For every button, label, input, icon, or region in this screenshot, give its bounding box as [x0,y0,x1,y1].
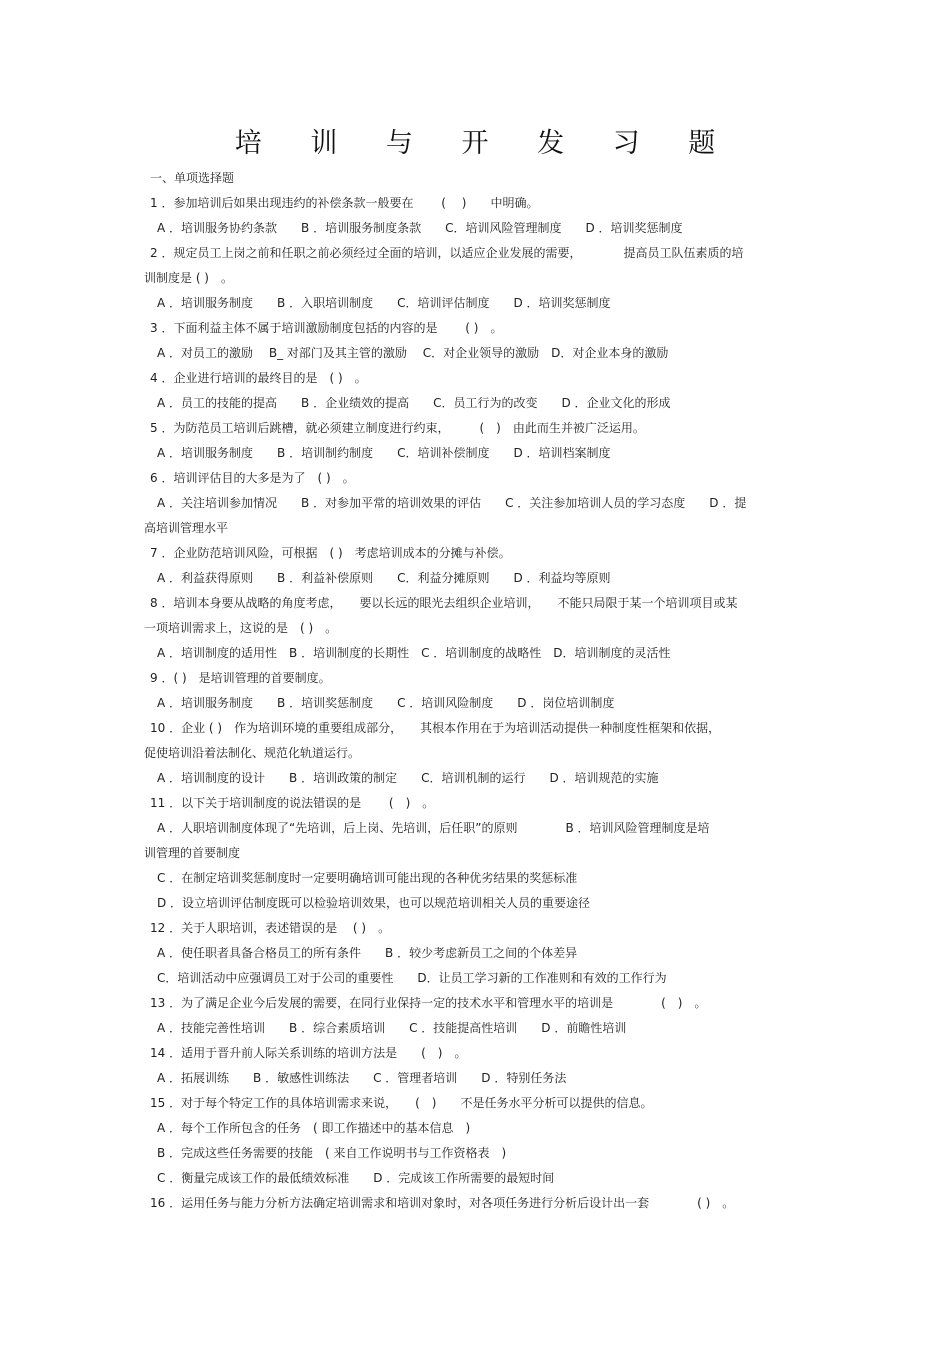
question-line: 11 ．以下关于培训制度的说法错误的是 ( ) 。 [150,796,435,810]
options-line: A ．关注培训参加情况 B ．对参加平常的培训效果的评估 C ．关注参加培训人员的学习态度 D ．提 [157,496,747,510]
question-line: 6 ．培训评估目的大多是为了 ( ) 。 [150,471,355,485]
question-line: 促使培训沿着法制化、规范化轨道运行。 [144,746,361,760]
options-line: A ．利益获得原则 B ．利益补偿原则 C．利益分摊原则 D ．利益均等原则 [157,571,611,585]
options-line: A ．使任职者具备合格员工的所有条件 B ．较少考虑新员工之间的个体差异 [157,946,578,960]
options-line: A ．培训制度的设计 B ．培训政策的制定 C．培训机制的运行 D ．培训规范的实施 [157,771,659,785]
options-line: D ．设立培训评估制度既可以检验培训效果，也可以规范培训相关人员的重要途径 [157,896,591,910]
question-line: 1 ．参加培训后如果出现违约的补偿条款一般要在 ( ) 中明确。 [150,196,539,210]
options-line: A ．技能完善性培训 B ．综合素质培训 C ．技能提高性培训 D ．前瞻性培训 [157,1021,627,1035]
options-line: C ．衡量完成该工作的最低绩效标准 D ．完成该工作所需要的最短时间 [157,1171,555,1185]
options-line: 训管理的首要制度 [144,846,241,860]
options-line: A ．培训服务协约条款 B ．培训服务制度条款 C．培训风险管理制度 D ．培训奖惩制度 [157,221,683,235]
question-line: 训制度是 ( ) 。 [144,271,233,285]
question-line: 7 ．企业防范培训风险，可根据 ( ) 考虑培训成本的分摊与补偿。 [150,546,511,560]
options-line: A ．每个工作所包含的任务 ( 即工作描述中的基本信息 ) [157,1121,471,1135]
question-line: 5 ．为防范员工培训后跳槽，就必须建立制度进行约束， ( ) 由此而生并被广泛运用。 [150,421,645,435]
options-line: C．培训活动中应强调员工对于公司的重要性 D．让员工学习新的工作准则和有效的工作行为 [157,971,667,985]
options-line: A ．拓展训练 B ．敏感性训练法 C ．管理者培训 D ．特别任务法 [157,1071,567,1085]
section-heading: 一、单项选择题 [150,171,235,185]
options-line: 高培训管理水平 [144,521,229,535]
question-line: 12 ．关于人职培训，表述错误的是 ( ) 。 [150,921,391,935]
question-line: 8 ．培训本身要从战略的角度考虑， 要以长远的眼光去组织企业培训， 不能只局限于某一个培训项目或某 [150,596,738,610]
options-line: A ．员工的技能的提高 B ．企业绩效的提高 C．员工行为的改变 D ．企业文化的形成 [157,396,671,410]
options-line: A ．对员工的激励 B_ 对部门及其主管的激励 C．对企业领导的激励 D．对企业本身的激励 [157,346,669,360]
options-line: B ．完成这些任务需要的技能 ( 来自工作说明书与工作资格表 ) [157,1146,507,1160]
question-line: 10 ．企业 ( ) 作为培训环境的重要组成部分， 其根本作用在于为培训活动提供一种制度性框架和依据， [150,721,721,735]
question-line: 一项培训需求上，这说的是 ( ) 。 [144,621,338,635]
options-line: A ．培训服务制度 B ．培训制约制度 C．培训补偿制度 D ．培训档案制度 [157,446,611,460]
question-line: 15 ．对于每个特定工作的具体培训需求来说， ( ) 不是任务水平分析可以提供的信息。 [150,1096,653,1110]
question-line: 2 ．规定员工上岗之前和任职之前必须经过全面的培训，以适应企业发展的需要， 提高员工队伍素质的培 [150,246,744,260]
question-line: 16 ．运用任务与能力分析方法确定培训需求和培训对象时，对各项任务进行分析后设计出一套 ( ) 。 [150,1196,735,1210]
options-line: A ．培训服务制度 B ．入职培训制度 C．培训评估制度 D ．培训奖惩制度 [157,296,611,310]
page-title: 培 训 与 开 发 习 题 [234,128,736,159]
options-line: A ．人职培训制度体现了“先培训，后上岗、先培训，后任职”的原则 B ．培训风险管理制度是培 [157,821,710,835]
question-line: 13 ．为了满足企业今后发展的需要，在同行业保持一定的技术水平和管理水平的培训是 ( ) 。 [150,996,707,1010]
question-line: 3 ．下面利益主体不属于培训激励制度包括的内容的是 ( ) 。 [150,321,503,335]
question-line: 9 ．( ) 是培训管理的首要制度。 [150,671,331,685]
options-line: A ．培训制度的适用性 B ．培训制度的长期性 C ．培训制度的战略性 D．培训制度的灵活性 [157,646,671,660]
options-line: C ．在制定培训奖惩制度时一定要明确培训可能出现的各种优劣结果的奖惩标准 [157,871,578,885]
question-line: 4 ．企业进行培训的最终目的是 ( ) 。 [150,371,367,385]
question-line: 14 ．适用于晋升前人际关系训练的培训方法是 ( ) 。 [150,1046,467,1060]
options-line: A ．培训服务制度 B ．培训奖惩制度 C ．培训风险制度 D ．岗位培训制度 [157,696,615,710]
